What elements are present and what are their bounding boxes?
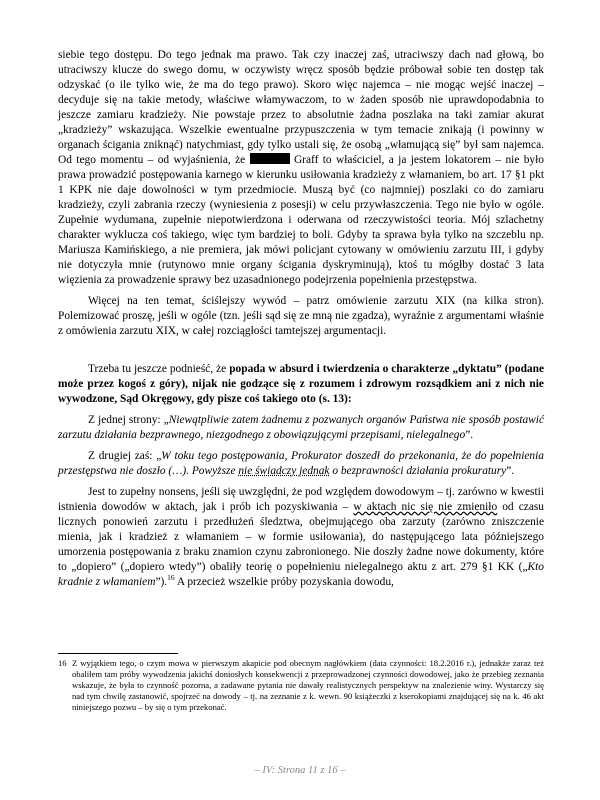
footnote [58,658,544,713]
paragraph-5-quote: Z drugiej zaś: „W toku tego postępowania, Prokurator doszedł do przekonania, że do popełnienia przestępstwa nie doszło (…). Powyższe nie świadczy jednak o bezprawności działania prokuratury”. [58,450,544,477]
footnote-separator [58,653,178,654]
paragraph-2: Więcej na ten temat, ściślejszy wywód – patrz omówienie zarzutu XIX (na kilka stron). Polemizować proszę, jeśli w ogóle (tzn. jeśli sąd się ze mną nie zgadza), wyraźnie z argumentami właśnie z omówienia zarzutu XIX, w całej rozciągłości tamtejszej argumentacji. [58,295,544,337]
footnote-number: 16 [58,658,67,668]
page-number: – IV: Strona 11 z 16 – [254,765,346,776]
paragraph-1: siebie tego dostępu. Do tego jednak ma prawo. Tak czy inaczej zaś, utraciwszy dach nad głową, bo utraciwszy klucze do swego domu, w oczywisty wręcz sposób będzie próbował sobie ten dostęp tak odzyskać (o ile tylko wie, że ma do tego prawo). Skoro więc najemca – nie mogąc wejść inaczej – decyduje się na takie metody, właściwe włamywaczom, to w żaden sposób nie uprawdopodabnia to jeszcze zamiaru kradzieży. Nie powstaje przez to absolutnie żadna poszlaka na taki zamiar akurat „kradzieży” wskazująca. Wszelkie ewentualne przypuszczenia w tym temacie znikają (i powinny w organach ścigania zniknąć) natychmiast, gdy tylko ustali się, że osobą „włamującą się” był sam najemca. Od tego momentu – od wyjaśnienia, że Graff to właściciel, a ja jestem lokatorem – nie było prawa prowadzić postępowania karnego w kierunku usiłowania kradzieży z włamaniem, bo art. 17 §1 pkt 1 KPK nie daje dowolności w tym przedmiocie. Muszą być (co najmniej) poszlaki co do zamiaru kradzieży, czyli zabrania rzeczy (wyniesienia z posesji) w celu przywłaszczenia. Tego nie było w ogóle. Zupełnie wydumana, zupełnie niepotwierdzona i oderwana od rzeczywistości teoria. Mój szlachetny charakter wyklucza coś takiego, więc tym bardziej to boli. Gdyby ta sprawa była tylko na szczeblu np. Mariusza Kamińskiego, a nie premiera, jak mówi policjant cytowany w omówieniu zarzutu III, i gdyby nie dotyczyła mnie (rutynowo mnie organy ścigania dyskryminują), ktoś tu mógłby dostać 3 lata więzienia za prowadzenie sprawy bez uzasadnionego podejrzenia popełnienia przestępstwa. [58,49,544,286]
paragraph-6: Jest to zupełny nonsens, jeśli się uwzględni, że pod względem dowodowym – tj. zarówno w kwestii istnienia dowodów w aktach, jak i prób ich pozyskiwania – w aktach nic się nie zmieniło od czasu licznych ponowień zarzutu i przedłużeń śledztwa, obejmującego oba zarzuty (zarówno zniszczenie mienia, jak i kradzież z włamaniem – w formie usiłowania), do następującego lata późniejszego umorzenia postępowania z braku znamion czynu zabronionego. Nie doszły żadne nowe dokumenty, które to „dopiero” („dopiero wtedy”) obaliły teorię o popełnieniu nielegalnego aktu z art. 279 §1 KK („Kto kradnie z włamaniem”).$^{16}$ A przecież wszelkie próby pozyskania dowodu, [58,486,545,588]
paragraph-4-quote: Z jednej strony: „Niewątpliwie zatem żadnemu z pozwanych organów Państwa nie sposób postawić zarzutu działania bezprawnego, niezgodnego z obowiązującymi przepisami, nielegalnego”. [58,414,545,441]
bold-claim: popada w absurd i twierdzenia o charakterze „dyktatu” (podane może przez kogoś z góry), nijak nie godzące się z rozumem i zdrowym rozsądkiem ani z nich nie wywodzone, Sąd Okręgowy, gdy pisze coś takiego oto (s. 13): [58,363,544,405]
paragraph-3: Trzeba tu jeszcze podnieść, że popada w absurd i twierdzenia o charakterze „dyktatu” (podane może przez kogoś z góry), nijak nie godzące się z rozumem i zdrowym rozsądkiem ani z nich nie wywodzone, Sąd Okręgowy, gdy pisze coś takiego oto (s. 13): [58,363,544,405]
footnote-text: Z wyjątkiem tego, o czym mowa w pierwszym akapicie pod obecnym nagłówkiem (data czynności: 18.2.2016 r.), jednakże zaraz też obaliłem tam próby wywodzenia jakichś doniosłych konsekwencji z przeprowadzonej czynności dowodowej, jako że przebieg zeznania wskazuje, że była to czynność pozorna, a zadawane pytania nie dawały realistycznych perspektyw na znalezienie winy. Wystarczy się nad tym chwilę zastanowić, spojrzeć na dowody – tj. na zeznanie z k. wewn. 90 książeczki z kserokopiami znajdującej się na k. 46 akt niniejszego pozwu – by się o tym przekonać. [72,658,544,713]
document-body [58,48,544,596]
footnote-reference[interactable]: 16 [167,573,175,583]
wavy-underline-phrase: w aktach nic się nie zmieniło [353,501,498,513]
dotted-underline-phrase: nie świadczy jednak [238,465,330,477]
redacted-name [250,153,290,164]
quote-italic-1: Niewątpliwie zatem żadnemu z pozwanych organów Państwa nie sposób postawić zarzutu działania bezprawnego, niezgodnego z obowiązującymi przepisami, nielegalnego [58,414,545,441]
